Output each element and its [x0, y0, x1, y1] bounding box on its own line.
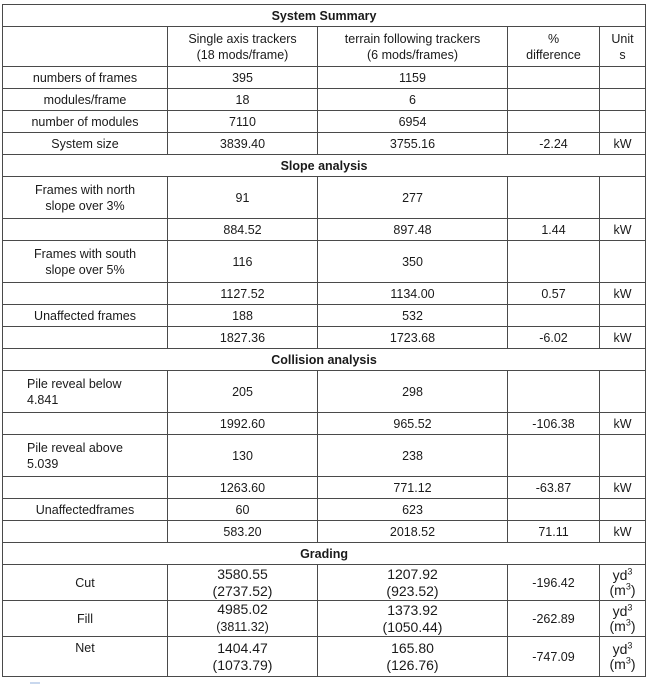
cell-diff: -747.09 — [508, 637, 600, 677]
cell-single-axis: 1827.36 — [168, 327, 318, 349]
cell-terrain: 238 — [318, 435, 508, 477]
table-row — [3, 435, 646, 477]
cell-diff: 0.57 — [508, 283, 600, 305]
cell-unit — [600, 177, 646, 219]
cell-single-axis: 130 — [168, 435, 318, 477]
row-label: numbers of frames — [3, 67, 168, 89]
cell-unit: kW — [600, 413, 646, 435]
header-single-axis — [168, 27, 318, 67]
row-label-fill: Fill — [3, 601, 168, 637]
cell-terrain: 771.12 — [318, 477, 508, 499]
cell-single-axis: 1992.60 — [168, 413, 318, 435]
header-single-axis-line2: (18 mods/frame) — [196, 47, 289, 62]
cell-terrain: 623 — [318, 499, 508, 521]
cell-diff: -106.38 — [508, 413, 600, 435]
header-terrain-line1: terrain following trackers — [344, 31, 481, 46]
cell-diff — [508, 499, 600, 521]
cut-a-m: (2737.52) — [212, 582, 273, 599]
row-label — [3, 521, 168, 543]
header-units-line2: s — [619, 47, 626, 62]
table-row — [3, 89, 646, 111]
cell-terrain: 965.52 — [318, 413, 508, 435]
table-row — [3, 111, 646, 133]
fill-b-m: (1050.44) — [382, 618, 443, 635]
row-label-pile-below — [3, 371, 168, 413]
cell-terrain: 298 — [318, 371, 508, 413]
cell-single-axis — [168, 565, 318, 601]
cell-single-axis: 116 — [168, 241, 318, 283]
header-percent-difference — [508, 27, 600, 67]
section-row-slope — [3, 155, 646, 177]
cell-diff — [508, 177, 600, 219]
cell-diff: -196.42 — [508, 565, 600, 601]
cell-diff: -2.24 — [508, 133, 600, 155]
cell-single-axis: 884.52 — [168, 219, 318, 241]
row-label-unaffected: Unaffectedframes — [3, 499, 168, 521]
table-row — [3, 283, 646, 305]
cell-diff: 71.11 — [508, 521, 600, 543]
cell-terrain: 6954 — [318, 111, 508, 133]
header-percent-line2: difference — [526, 47, 581, 62]
table-title: System Summary — [3, 5, 646, 27]
title-row — [3, 5, 646, 27]
unit-yd: yd — [612, 602, 628, 619]
cell-diff: -262.89 — [508, 601, 600, 637]
cell-single-axis — [168, 601, 318, 637]
below-label-line1: Pile reveal below — [27, 376, 122, 391]
cell-unit: kW — [600, 283, 646, 305]
table-row — [3, 133, 646, 155]
row-label — [3, 283, 168, 305]
cell-unit — [600, 241, 646, 283]
header-empty-cell — [3, 27, 168, 67]
cell-unit: $yd^3$ $(m^3)$ — [600, 565, 646, 601]
cell-terrain: 1723.68 — [318, 327, 508, 349]
net-a-yd: 1404.47 — [217, 639, 268, 656]
cell-single-axis: 91 — [168, 177, 318, 219]
below-label-line2: 4.841 — [27, 392, 59, 407]
header-single-axis-line1: Single axis trackers — [188, 31, 297, 46]
cell-diff: 1.44 — [508, 219, 600, 241]
cursor-mark — [30, 682, 40, 684]
table-row — [3, 565, 646, 601]
unit-m: (m — [609, 581, 626, 598]
cell-unit — [600, 305, 646, 327]
cell-terrain: 6 — [318, 89, 508, 111]
cell-single-axis: 7110 — [168, 111, 318, 133]
cell-single-axis: 395 — [168, 67, 318, 89]
unit-m: (m — [609, 617, 626, 634]
table-row — [3, 477, 646, 499]
cell-single-axis: 60 — [168, 499, 318, 521]
fill-a-yd: 4985.02 — [217, 601, 268, 617]
south-label-line2: slope over 5% — [45, 262, 125, 277]
cell-single-axis: 1127.52 — [168, 283, 318, 305]
row-label — [3, 477, 168, 499]
summary-table-container — [2, 4, 646, 677]
row-label-north-slope — [3, 177, 168, 219]
north-label-line1: Frames with north — [34, 182, 136, 197]
cell-unit — [600, 89, 646, 111]
table-row — [3, 521, 646, 543]
row-label: System size — [3, 133, 168, 155]
cell-unit — [600, 435, 646, 477]
cell-unit: kW — [600, 219, 646, 241]
system-summary-table — [2, 4, 646, 677]
table-row — [3, 219, 646, 241]
cell-diff — [508, 67, 600, 89]
section-title-slope: Slope analysis — [3, 155, 646, 177]
north-label-line2: slope over 3% — [45, 198, 125, 213]
cell-unit — [600, 371, 646, 413]
table-row — [3, 241, 646, 283]
header-terrain-line2: (6 mods/frames) — [367, 47, 458, 62]
row-label: modules/frame — [3, 89, 168, 111]
row-label — [3, 413, 168, 435]
cell-single-axis: 18 — [168, 89, 318, 111]
cell-diff — [508, 305, 600, 327]
row-label — [3, 219, 168, 241]
cell-terrain: 277 — [318, 177, 508, 219]
header-row — [3, 27, 646, 67]
cell-unit: kW — [600, 477, 646, 499]
table-row — [3, 371, 646, 413]
cell-diff — [508, 371, 600, 413]
table-row — [3, 305, 646, 327]
cell-diff — [508, 435, 600, 477]
net-a-m: (1073.79) — [212, 656, 273, 673]
cell-terrain: 532 — [318, 305, 508, 327]
header-units-line1: Unit — [611, 31, 634, 46]
table-row — [3, 327, 646, 349]
table-row — [3, 601, 646, 637]
cell-terrain — [318, 565, 508, 601]
section-title-collision: Collision analysis — [3, 349, 646, 371]
south-label-line1: Frames with south — [33, 246, 137, 261]
cell-terrain: 1134.00 — [318, 283, 508, 305]
cell-terrain — [318, 637, 508, 677]
cell-single-axis: 205 — [168, 371, 318, 413]
cell-diff — [508, 111, 600, 133]
fill-b-yd: 1373.92 — [387, 601, 438, 618]
cell-terrain: 897.48 — [318, 219, 508, 241]
cell-diff: -63.87 — [508, 477, 600, 499]
table-row — [3, 499, 646, 521]
row-label — [3, 327, 168, 349]
cell-unit — [600, 67, 646, 89]
cell-unit: kW — [600, 327, 646, 349]
cell-terrain: 350 — [318, 241, 508, 283]
cell-terrain: 1159 — [318, 67, 508, 89]
net-b-yd: 165.80 — [391, 639, 434, 656]
cell-diff — [508, 89, 600, 111]
header-percent-line1: % — [547, 31, 560, 46]
table-row — [3, 177, 646, 219]
cell-diff: -6.02 — [508, 327, 600, 349]
cut-b-yd: 1207.92 — [387, 565, 438, 582]
cell-diff — [508, 241, 600, 283]
cell-single-axis: 1263.60 — [168, 477, 318, 499]
cell-terrain: 3755.16 — [318, 133, 508, 155]
cut-a-yd: 3580.55 — [217, 565, 268, 582]
row-label-south-slope — [3, 241, 168, 283]
row-label-pile-above — [3, 435, 168, 477]
table-row — [3, 413, 646, 435]
cell-unit: kW — [600, 133, 646, 155]
unit-yd: yd — [612, 566, 628, 583]
cell-terrain — [318, 601, 508, 637]
section-row-collision — [3, 349, 646, 371]
cell-unit: $yd^3$ $(m^3)$ — [600, 637, 646, 677]
cell-unit: kW — [600, 521, 646, 543]
cell-single-axis: 583.20 — [168, 521, 318, 543]
header-terrain-following — [318, 27, 508, 67]
cell-unit: $yd^3$ $(m^3)$ — [600, 601, 646, 637]
table-row — [3, 637, 646, 677]
above-label-line2: 5.039 — [27, 456, 59, 471]
row-label-net: Net — [3, 637, 168, 677]
cell-single-axis: 3839.40 — [168, 133, 318, 155]
section-title-grading: Grading — [3, 543, 646, 565]
row-label-unaffected: Unaffected frames — [3, 305, 168, 327]
unit-yd: yd — [612, 640, 628, 657]
cell-unit — [600, 499, 646, 521]
cell-single-axis: 188 — [168, 305, 318, 327]
header-units — [600, 27, 646, 67]
unit-m: (m — [609, 655, 626, 672]
row-label: number of modules — [3, 111, 168, 133]
row-label-cut: Cut — [3, 565, 168, 601]
cell-unit — [600, 111, 646, 133]
net-b-m: (126.76) — [386, 656, 439, 673]
cell-terrain: 2018.52 — [318, 521, 508, 543]
above-label-line1: Pile reveal above — [27, 440, 123, 455]
section-row-grading — [3, 543, 646, 565]
table-row — [3, 67, 646, 89]
cell-single-axis — [168, 637, 318, 677]
fill-a-m: (3811.32) — [216, 620, 269, 634]
cut-b-m: (923.52) — [386, 582, 439, 599]
